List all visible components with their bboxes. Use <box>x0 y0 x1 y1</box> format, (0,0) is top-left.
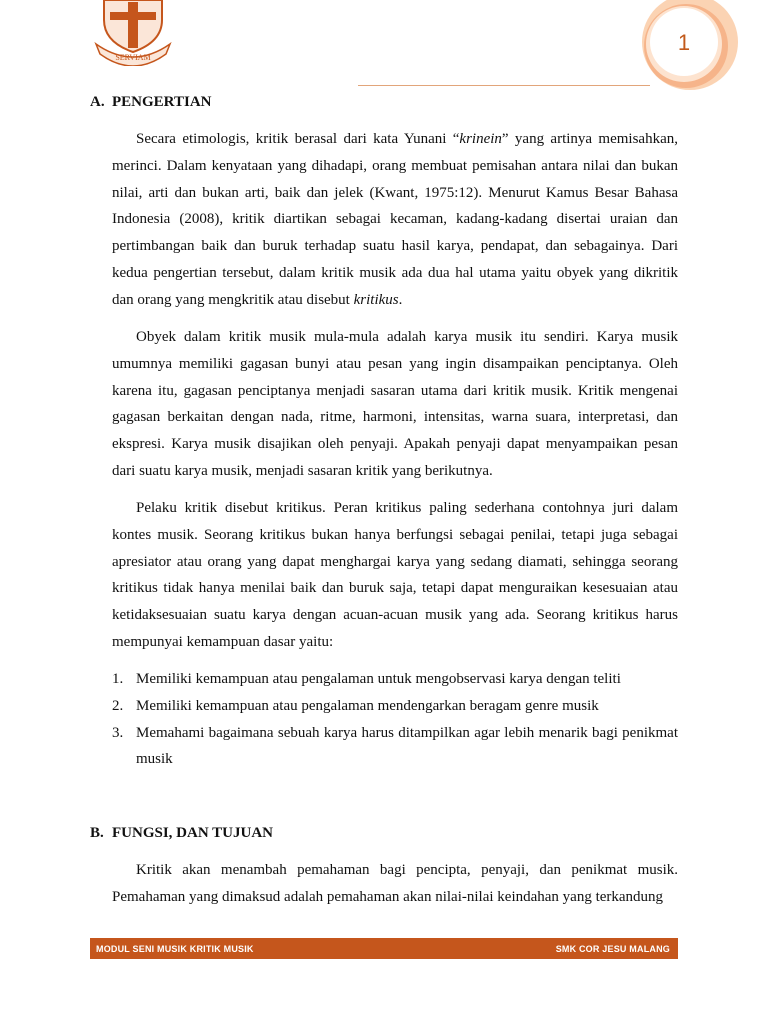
section-a-paragraph-2: Obyek dalam kritik musik mula-mula adalah karya musik itu sendiri. Karya musik umumnya memiliki gagasan bunyi atau pesan yang ingin disampaikan penciptanya. Oleh karena itu, gagasan penciptanya menjadi sasaran utama dari kritik musik. Kritik mengenai gagasan berkaitan dengan nada, ritme, harmoni, intensitas, warna suara, interpretasi, dan ekspresi. Karya musik disajikan oleh penyaji. Apakah penyaji dapat menyampaikan pesan dari suatu karya musik, menjadi sasaran kritik yang berikutnya. <box>112 329 678 479</box>
list-item-number: 1. <box>112 671 124 687</box>
section-b-title: FUNGSI, DAN TUJUAN <box>112 825 273 841</box>
list-item-text: Memahami bagaimana sebuah karya harus ditampilkan agar lebih menarik bagi penikmat musik <box>136 724 678 768</box>
p1-italic-term: krinein <box>459 131 502 147</box>
p1-text-2: ” yang artinya memisahkan, merinci. Dalam kenyataan yang dihadapi, orang membuat pemisahan antara nilai dan bukan nilai, arti dan bukan arti, baik dan jelek (Kwant, 1975:12). Menurut Kamus Besar Bahasa Indonesia (2008), kritik diartikan sebagai kecaman, kadang-kadang disertai uraian dan pertimbangan baik dan buruk terhadap suatu hasil karya, pendapat, dan sebagainya. Dari kedua pengertian tersebut, dalam kritik musik ada dua hal utama yaitu obyek yang dikritik dan orang yang mengkritik atau disebut <box>112 131 678 308</box>
ability-list <box>112 666 678 773</box>
section-a-title: PENGERTIAN <box>112 94 212 110</box>
header-rule <box>358 85 650 86</box>
section-b-number: B. <box>90 825 104 841</box>
page-number: 1 <box>677 30 691 55</box>
list-item-text: Memiliki kemampuan atau pengalaman mendengarkan beragam genre musik <box>136 697 599 714</box>
p1-text-1: Secara etimologis, kritik berasal dari kata Yunani “ <box>136 131 460 147</box>
section-a-heading <box>90 94 212 111</box>
p1-italic-term-2: kritikus <box>353 291 399 308</box>
section-a-number: A. <box>90 94 105 110</box>
section-a-paragraph-1 <box>112 126 678 314</box>
school-crest-logo <box>92 0 174 66</box>
list-item <box>112 720 678 774</box>
footer-module-title: MODUL SENI MUSIK KRITIK MUSIK <box>96 944 254 954</box>
list-item <box>112 666 678 693</box>
p1-text-end: . <box>398 291 403 308</box>
section-a-paragraph-3: Pelaku kritik disebut kritikus. Peran kritikus paling sederhana contohnya juri dalam kontes musik. Seorang kritikus bukan hanya berfungsi sebagai penilai, tetapi juga sebagai apresiator atau orang yang dapat menghargai karya yang sedang diamati, sehingga seorang kritikus tidak hanya menilai baik dan buruk saja, tetapi dapat menguraikan kesesuaian atau ketidaksesuaian suatu karya dengan acuan-acuan musik yang ada. Seorang kritikus harus mempunyai kemampuan dasar yaitu: <box>112 500 678 650</box>
list-item-number: 3. <box>112 724 124 741</box>
section-b-heading <box>90 825 273 842</box>
list-item-text: Memiliki kemampuan atau pengalaman untuk mengobservasi karya dengan teliti <box>136 671 621 687</box>
footer-bar <box>90 938 678 959</box>
list-item-number: 2. <box>112 697 124 714</box>
footer-school-name: SMK COR JESU MALANG <box>555 944 670 954</box>
logo-motto: SERVIAM <box>115 53 151 62</box>
section-b-paragraph-1: Kritik akan menambah pemahaman bagi pencipta, penyaji, dan penikmat musik. Pemahaman yang dimaksud adalah pemahaman akan nilai-nilai keindahan yang terkandung <box>112 862 678 905</box>
list-item <box>112 693 678 720</box>
